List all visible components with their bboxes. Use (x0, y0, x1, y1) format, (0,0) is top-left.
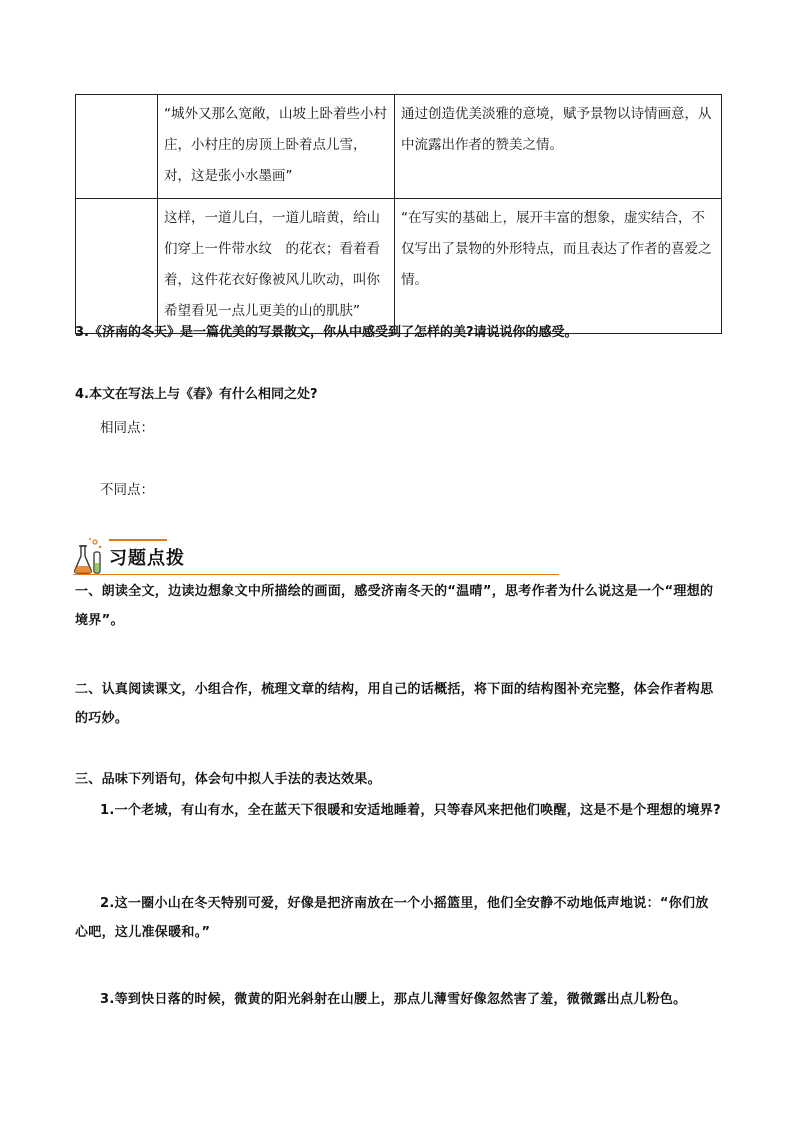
hint-3: 三、品味下列语句，体会句中拟人手法的表达效果。 (75, 772, 381, 787)
same-points-label: 相同点： (100, 420, 154, 436)
table-row (76, 95, 722, 199)
section-header (73, 536, 559, 578)
hint-3-sentence-3: 3.等到快日落的时候，微黄的阳光斜射在山腰上，那点儿薄雪好像忽然害了羞，微微露出点儿粉色。 (100, 992, 687, 1007)
hint-1: 一、朗读全文，边读边想象文中所描绘的画面，感受济南冬天的“温晴”，思考作者为什么说这是一个“理想的境界”。 (75, 584, 714, 628)
table-row (76, 199, 722, 334)
table-cell-label[interactable] (76, 199, 158, 334)
hint-2: 二、认真阅读课文，小组合作，梳理文章的结构，用自己的话概括，将下面的结构图补充完整，体会作者构思的巧妙。 (75, 682, 714, 726)
section-accent-line (109, 539, 167, 541)
hint-3-sentence-2: 2.这一圈小山在冬天特别可爱，好像是把济南放在一个小摇篮里，他们全安静不动地低声地说：“你们放心吧，这儿准保暖和。” (75, 896, 709, 940)
section-divider (73, 574, 559, 575)
table-cell-quote: “城外又那么宽敞，山坡上卧着些小村庄，小村庄的房顶上卧着点儿雪，对，这是张小水墨画” (158, 95, 395, 199)
analysis-table (75, 94, 722, 334)
table-cell-analysis: “在写实的基础上，展开丰富的想象，虚实结合，不仅写出了景物的外形特点，而且表达了作者的喜爱之情。 (395, 199, 722, 334)
question-4: 4.本文在写法上与《春》有什么相同之处? (75, 387, 318, 402)
diff-points-label: 不同点： (100, 482, 154, 498)
table-cell-analysis: 通过创造优美淡雅的意境，赋予景物以诗情画意，从中流露出作者的赞美之情。 (395, 95, 722, 199)
hint-3-sentence-1: 1.一个老城，有山有水，全在蓝天下很暖和安适地睡着，只等春风来把他们唤醒，这是不是个理想的境界? (100, 803, 721, 818)
table-cell-label[interactable] (76, 95, 158, 199)
question-3: 3.《济南的冬天》是一篇优美的写景散文，你从中感受到了怎样的美?请说说你的感受。 (75, 325, 578, 340)
table-cell-quote: 这样，一道儿白，一道儿暗黄，给山们穿上一件带水纹 的花衣；看着看着，这件花衣好像被风儿吹动，叫你希望看见一点儿更美的山的肌肤” (158, 199, 395, 334)
lab-flask-icon (73, 536, 103, 576)
section-title: 习题点拨 (109, 548, 185, 569)
